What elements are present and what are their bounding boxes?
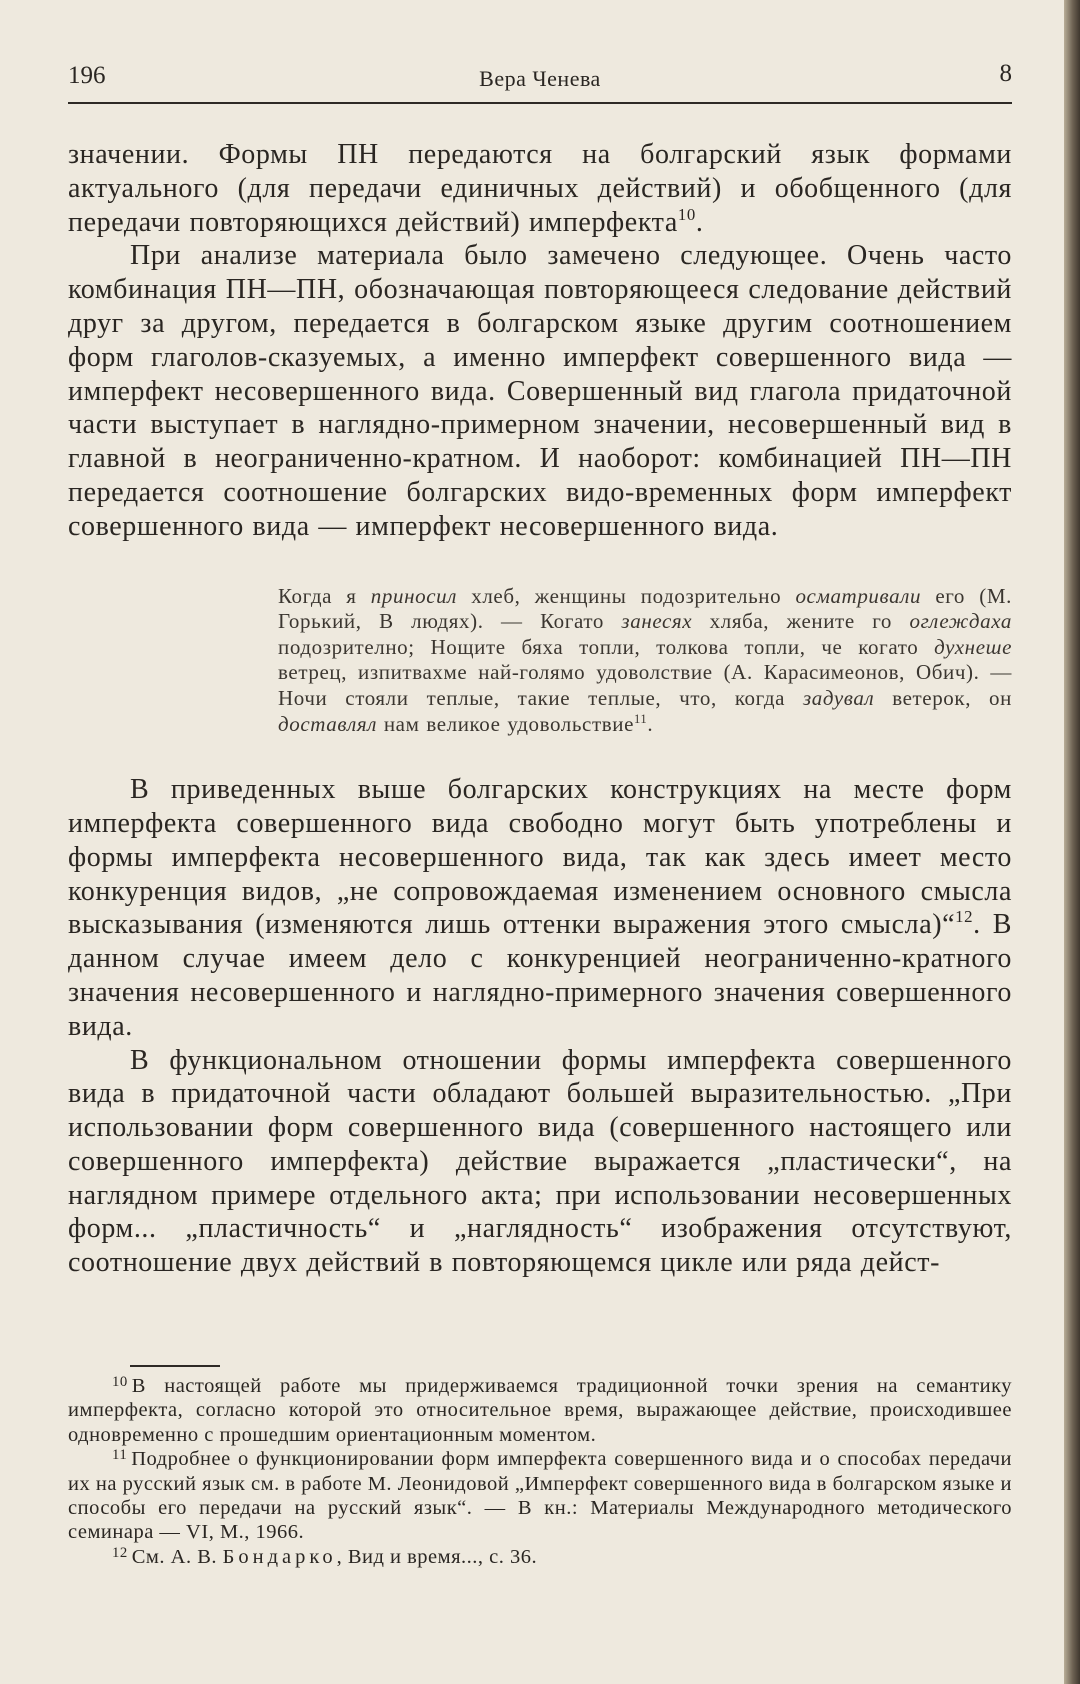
quote-italic-verb: осматривали xyxy=(795,583,922,608)
footnote-11 xyxy=(68,1447,1012,1545)
footnote-ref-12: 12 xyxy=(955,907,974,927)
paragraph-4: В функциональном отношении формы имперфекта совершенного вида в придаточной части обладают большей выразительностью. „При использовании форм совершенного вида (совершенного настоящего или совершенного имперфекта) действие выражается „пластически“, на наглядном примере отдельного акта; при использовании несовершенных форм... „пластичность“ и „наглядность“ изображения отсутствуют, соотношение двух действий в повторяющемся цикле или ряда дейст- xyxy=(68,1044,1012,1279)
footnote-12: $^{12}$ См. А. В. Бондарко, Вид и время..., с. 36. xyxy=(112,1544,538,1568)
footnote-number: 12 xyxy=(112,1544,128,1561)
paragraph-1 xyxy=(68,138,1012,239)
quote-italic-verb: задувал xyxy=(803,685,875,710)
paragraph-3-end: . В данном случае имеем дело с конкуренцией неограниченно-кратного значения несовершенного и наглядно-примерного значения совершенного вида. xyxy=(68,909,1012,1042)
page-number: 196 xyxy=(68,62,106,89)
example-quote: Когда я приносил хлеб, женщины подозрительно осматривали его (М. Горький, В людях). — Когато занесях хляба, жените го оглеждаха подозрително; Нощите бяха топли, толкова топли, че когато духнеше ветрец, изпитвахме най-голямо удоволствие (А. Карасимеонов, Обич). — Ночи стояли теплые, такие теплые, что, когда задувал ветерок, он доставлял нам великое удовольствие$^{11}$. xyxy=(278,583,1012,736)
footnote-ref-11: 11 xyxy=(634,711,648,726)
paragraph-1-end: . xyxy=(695,206,704,238)
footnote-number: 10 xyxy=(112,1374,128,1391)
quote-italic-verb: духнеше xyxy=(934,634,1012,659)
quote-italic-verb: доставлял xyxy=(278,711,377,736)
running-head: Вера Ченева xyxy=(479,66,601,91)
page-edge-shadow xyxy=(1064,0,1080,1684)
footnote-10 xyxy=(68,1374,1012,1447)
footnote-rule xyxy=(130,1365,220,1367)
footnote-number: 11 xyxy=(112,1447,128,1464)
paragraph-3-text: В приведенных выше болгарских конструкциях на месте форм имперфекта совершенного вида свободно могут быть употреблены и формы имперфекта несовершенного вида, так как здесь имеет место конкуренция видов, „не сопровождаемая изменением основного смысла высказывания (изменяются лишь оттенки выражения этого смысла)“ xyxy=(68,774,1012,941)
main-text xyxy=(68,138,1012,1280)
section-number: 8 xyxy=(999,60,1012,87)
footnotes xyxy=(68,1374,1012,1569)
footnote-text: Подробнее о функционировании форм имперфекта совершенного вида и о способах передачи их на русский язык см. в работе М. Леонидовой „Имперфект совершенного вида в болгарском языке и способы его передачи на русский язык“. — В кн.: Материалы Международного методического семинара — VI, М., 1966. xyxy=(68,1448,1012,1544)
footnote-ref-10: 10 xyxy=(677,204,696,224)
paragraph-3 xyxy=(68,773,1012,1043)
quote-italic-verb: приносил xyxy=(370,583,457,608)
quote-italic-verb: занесях xyxy=(621,609,693,634)
paragraph-2: При анализе материала было замечено следующее. Очень часто комбинация ПН—ПН, обозначающая повторяющееся следование действий друг за другом, передается в болгарском языке другим соотношением форм глаголов-сказуемых, а именно имперфект совершенного вида — имперфект несовершенного вида. Совершенный вид глагола придаточной части выступает в наглядно-примерном значении, несовершенный вид в главной в неограниченно-кратном. И наоборот: комбинацией ПН—ПН передается соотношение болгарских видо-временных форм имперфект совершенного вида — имперфект несовершенного вида. xyxy=(68,240,1012,542)
page-header xyxy=(68,58,1012,98)
header-rule xyxy=(68,102,1012,104)
footnote-text: В настоящей работе мы придерживаемся традиционной точки зрения на семантику имперфекта, согласно которой это относительное время, выражающее действие, происходившее одновременно с прошедшим ориентационным моментом. xyxy=(68,1375,1012,1446)
quote-italic-verb: оглеждаха xyxy=(909,609,1012,634)
footnote-author: Бондарко xyxy=(222,1545,337,1568)
paragraph-1-text: значении. Формы ПН передаются на болгарский язык формами актуального (для передачи единичных действий) и обобщенного (для передачи повторяющихся действий) имперфекта xyxy=(68,139,1012,238)
